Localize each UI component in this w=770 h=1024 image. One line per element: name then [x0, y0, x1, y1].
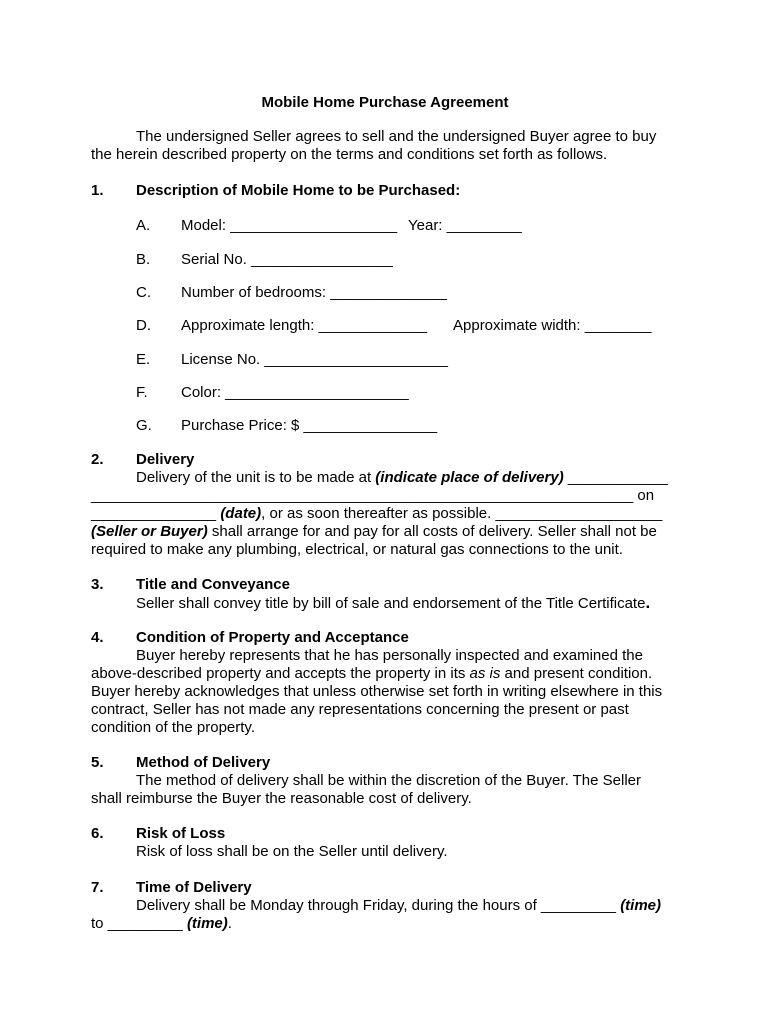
title-conveyance-line [136, 594, 650, 613]
model-field: Model: ____________________ [181, 217, 398, 234]
time-period: . [227, 915, 232, 932]
title-conveyance-period: . [645, 593, 651, 612]
length-field: Approximate length: _____________ [181, 317, 428, 334]
section-5-heading: Method of Delivery [136, 754, 271, 771]
width-field: Approximate width: ________ [453, 317, 652, 334]
accepts-text: above-described property and accepts the property in its [91, 665, 470, 682]
place-blank-continued: _________________________________________________________________ [91, 487, 634, 504]
year-field: Year: _________ [408, 217, 522, 234]
color-field: Color: ______________________ [181, 384, 409, 401]
title-conveyance-text: Seller shall convey title by bill of sale and endorsement of the Title Certificate [136, 595, 646, 612]
delivery-line-3 [91, 505, 662, 523]
risk-line-1: Risk of loss shall be on the Seller until delivery. [136, 843, 448, 860]
hours-text: Delivery shall be Monday through Friday, during the hours of _________ [136, 897, 621, 914]
section-2-number: 2. [91, 451, 104, 468]
costs-text: shall arrange for and pay for all costs of delivery. Seller shall not be [207, 523, 657, 540]
section-6-heading: Risk of Loss [136, 825, 226, 842]
delivery-text: Delivery of the unit is to be made at [136, 469, 376, 486]
item-a-letter: A. [136, 217, 151, 234]
purchase-price-field: Purchase Price: $ ________________ [181, 417, 438, 434]
delivery-line-1 [136, 469, 668, 487]
to-text: to _________ [91, 915, 187, 932]
condition-line-5: condition of the property. [91, 719, 255, 736]
section-7-number: 7. [91, 879, 104, 896]
time-line-2 [91, 915, 232, 933]
place-blank: ____________ [563, 469, 668, 486]
item-c-letter: C. [136, 284, 151, 301]
section-2-heading: Delivery [136, 451, 195, 468]
as-is-text: as is [469, 665, 501, 682]
place-of-delivery-hint: (indicate place of delivery) [375, 469, 564, 486]
section-1-number: 1. [91, 182, 104, 199]
document-title: Mobile Home Purchase Agreement [261, 94, 509, 111]
date-blank: _______________ [91, 505, 221, 522]
delivery-line-4 [91, 523, 657, 541]
section-7-heading: Time of Delivery [136, 879, 252, 896]
intro-line-1: The undersigned Seller agrees to sell and the undersigned Buyer agree to buy [136, 128, 657, 145]
delivery-line-5: required to make any plumbing, electrical, or natural gas connections to the unit. [91, 541, 623, 558]
method-line-2: shall reimburse the Buyer the reasonable cost of delivery. [91, 790, 472, 807]
delivery-line-2 [91, 487, 654, 505]
intro-line-2: the herein described property on the terms and conditions set forth as follows. [91, 146, 608, 163]
time-hint-end: (time) [186, 915, 228, 932]
date-hint: (date) [220, 505, 262, 522]
serial-number-field: Serial No. _________________ [181, 251, 393, 268]
section-6-number: 6. [91, 825, 104, 842]
section-3-number: 3. [91, 576, 104, 593]
seller-or-buyer-hint: (Seller or Buyer) [91, 523, 208, 540]
item-b-letter: B. [136, 251, 151, 268]
condition-line-4: contract, Seller has not made any representations concerning the present or past [91, 701, 629, 718]
item-d-letter: D. [136, 317, 151, 334]
condition-line-2 [91, 665, 652, 683]
on-text: on [633, 487, 655, 504]
method-line-1: The method of delivery shall be within the discretion of the Buyer. The Seller [136, 772, 641, 789]
item-e-letter: E. [136, 351, 151, 368]
license-field: License No. ______________________ [181, 351, 448, 368]
item-f-letter: F. [136, 384, 148, 401]
section-1-heading: Description of Mobile Home to be Purchased: [136, 182, 461, 199]
time-hint-start: (time) [620, 897, 662, 914]
condition-line-1: Buyer hereby represents that he has personally inspected and examined the [136, 647, 643, 664]
section-4-heading: Condition of Property and Acceptance [136, 629, 409, 646]
bedrooms-field: Number of bedrooms: ______________ [181, 284, 448, 301]
section-3-heading: Title and Conveyance [136, 576, 290, 593]
section-5-number: 5. [91, 754, 104, 771]
section-4-number: 4. [91, 629, 104, 646]
thereafter-text: , or as soon thereafter as possible. ____________________ [261, 505, 663, 522]
item-g-letter: G. [136, 417, 152, 434]
present-condition-text: and present condition. [500, 665, 653, 682]
condition-line-3: Buyer hereby acknowledges that unless otherwise set forth in writing elsewhere in this [91, 683, 663, 700]
time-line-1 [136, 897, 661, 915]
